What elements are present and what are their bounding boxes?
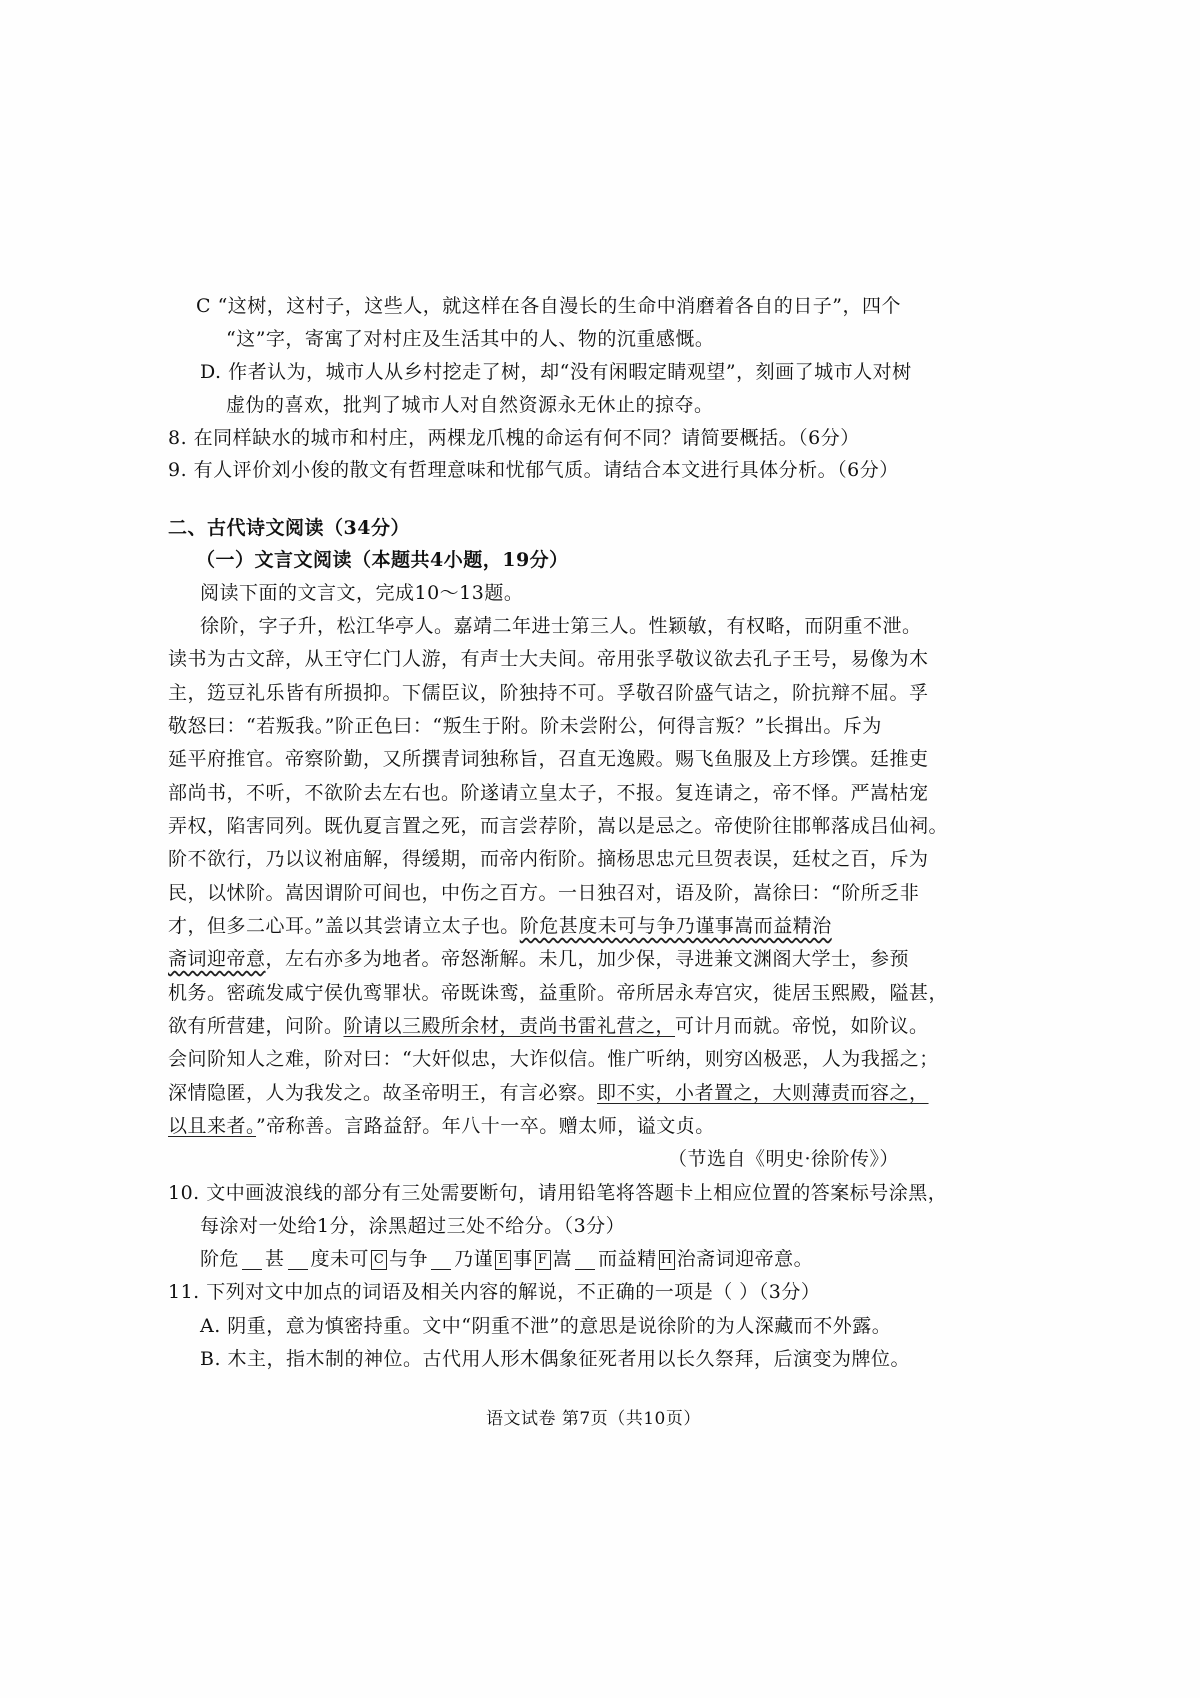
q10-box-f[interactable]: F xyxy=(535,1250,551,1270)
q10-box-h[interactable]: H xyxy=(659,1250,675,1270)
question-8: 8. 在同样缺水的城市和村庄，两棵龙爪槐的命运有何不同？请简要概括。（6分） xyxy=(168,427,860,449)
passage-line-8: 阶不欲行，乃以议祔庙解，得缓期，而帝内衔阶。摘杨思忠元旦贺表误，廷杖之百，斥为 xyxy=(168,848,929,870)
option-d-line2: 虚伪的喜欢，批判了城市人对自然资源永无休止的掠夺。 xyxy=(226,394,714,416)
passage-line-5: 延平府推官。帝察阶勤，又所撰青词独称旨，召直无逸殿。赐飞鱼服及上方珍馔。廷推吏 xyxy=(168,748,929,770)
passage-line-7: 弄权，陷害同列。既仇夏言置之死，而言尝荐阶，嵩以是忌之。帝使阶往邯郸落成吕仙祠。 xyxy=(168,815,949,837)
q10-seg4: 与争 xyxy=(389,1248,429,1270)
passage-line-10-start: 才，但多二心耳。”盖以其尝请立太子也。 xyxy=(168,915,520,937)
passage-line-4: 敬怒曰：“若叛我。”阶正色曰：“叛生于附。阶未尝附公，何得言叛？”长揖出。斥为 xyxy=(168,715,882,737)
passage-line-13-start: 欲有所营建，问阶。 xyxy=(168,1015,344,1037)
question-9: 9. 有人评价刘小俊的散文有哲理意味和忧郁气质。请结合本文进行具体分析。（6分） xyxy=(168,459,899,481)
q10-seg9: 治斋词迎帝意。 xyxy=(676,1248,814,1270)
passage-line-12: 机务。密疏发咸宁侯仇鸾罪状。帝既诛鸾，益重阶。帝所居永寿宫灾，徙居玉熙殿，隘甚， xyxy=(168,982,949,1004)
translation-underline-2a: 即不实，小者置之，大则薄责而容之， xyxy=(597,1082,929,1104)
q10-seg3: 度未可 xyxy=(310,1248,370,1270)
q10-seg1: 阶危 xyxy=(200,1248,240,1270)
q10-seg2: 甚 xyxy=(265,1248,285,1270)
q10-seg6: 事 xyxy=(513,1248,533,1270)
passage-line-6: 部尚书，不听，不欲阶去左右也。阶遂请立皇太子，不报。复连请之，帝不怿。严嵩枯宠 xyxy=(168,782,929,804)
question-11: 11. 下列对文中加点的词语及相关内容的解说，不正确的一项是（ ）（3分） xyxy=(168,1281,821,1303)
passage-line-13-rest: 可计月而就。帝悦，如阶议。 xyxy=(675,1015,929,1037)
passage-line-1: 徐阶，字子升，松江华亭人。嘉靖二年进士第三人。性颖敏，有权略，而阴重不泄。 xyxy=(200,615,922,637)
passage-line-9: 民，以怵阶。嵩因谓阶可间也，中伤之百方。一日独召对，语及阶，嵩徐曰：“阶所乏非 xyxy=(168,882,920,904)
question-11-option-a: A. 阴重，意为慎密持重。文中“阴重不泄”的意思是说徐阶的为人深藏而不外露。 xyxy=(200,1315,892,1337)
passage-line-10 xyxy=(168,913,832,939)
section-two-heading: 二、古代诗文阅读（34分） xyxy=(168,517,410,539)
option-d-line1: D. 作者认为，城市人从乡村挖走了树，却“没有闲暇定睛观望”，刻画了城市人对树 xyxy=(200,361,912,383)
option-c-line2: “这”字，寄寓了对村庄及生活其中的人、物的沉重感慨。 xyxy=(226,328,715,350)
reading-instruction: 阅读下面的文言文，完成10～13题。 xyxy=(200,582,524,604)
passage-line-15-start: 深情隐匿，人为我发之。故圣帝明王，有言必察。 xyxy=(168,1082,598,1104)
passage-line-15 xyxy=(168,1080,929,1106)
q10-blank-b[interactable] xyxy=(288,1251,308,1270)
q10-seg8: 而益精 xyxy=(598,1248,657,1270)
q10-box-e[interactable]: E xyxy=(495,1250,511,1270)
q10-blank-d[interactable] xyxy=(431,1251,451,1270)
question-10-options xyxy=(200,1246,813,1272)
q10-seg5: 乃谨 xyxy=(454,1248,494,1270)
question-10-line1: 10. 文中画波浪线的部分有三处需要断句，请用铅笔将答题卡上相应位置的答案标号涂黑， xyxy=(168,1182,948,1204)
passage-line-13 xyxy=(168,1013,929,1039)
page-footer: 语文试卷 第7页（共10页） xyxy=(486,1409,701,1429)
passage-line-11 xyxy=(168,946,909,972)
passage-line-3: 主，笾豆礼乐皆有所损抑。下儒臣议，阶独持不可。孚敬召阶盛气诘之，阶抗辩不屈。孚 xyxy=(168,682,929,704)
section-two-subheading: （一）文言文阅读（本题共4小题，19分） xyxy=(196,549,569,571)
q10-box-c[interactable]: C xyxy=(371,1250,387,1270)
q10-blank-g[interactable] xyxy=(575,1251,595,1270)
wavy-line-part2: 斋词迎帝意 xyxy=(168,948,266,970)
passage-line-16 xyxy=(168,1113,715,1139)
passage-line-14: 会问阶知人之难，阶对曰：“大奸似忠，大诈似信。惟广听纳，则穷凶极恶，人为我摇之； xyxy=(168,1048,939,1070)
passage-line-2: 读书为古文辞，从王守仁门人游，有声士大夫间。帝用张孚敬议欲去孔子王号，易像为木 xyxy=(168,648,929,670)
passage-line-11-rest: ，左右亦多为地者。帝怒渐解。未几，加少保，寻进兼文渊阁大学士，参预 xyxy=(265,948,910,970)
q10-blank-a[interactable] xyxy=(242,1251,262,1270)
question-10-line2: 每涂对一处给1分，涂黑超过三处不给分。（3分） xyxy=(200,1215,626,1237)
translation-underline-1: 阶请以三殿所余材，责尚书雷礼营之， xyxy=(343,1015,676,1037)
question-11-option-b: B. 木主，指木制的神位。古代用人形木偶象征死者用以长久祭拜，后演变为牌位。 xyxy=(200,1348,911,1370)
q10-seg7: 嵩 xyxy=(552,1248,573,1270)
option-c-line1: C “这树，这村子，这些人，就这样在各自漫长的生命中消磨着各自的日子”，四个 xyxy=(196,295,902,317)
wavy-line-part1: 阶危甚度未可与争乃谨事嵩而益精治 xyxy=(519,915,832,937)
passage-end: ”帝称善。言路益舒。年八十一卒。赠太师，谥文贞。 xyxy=(256,1115,715,1137)
translation-underline-2b: 以且来者。 xyxy=(168,1115,257,1137)
passage-source: （节选自《明史·徐阶传》） xyxy=(668,1148,900,1170)
